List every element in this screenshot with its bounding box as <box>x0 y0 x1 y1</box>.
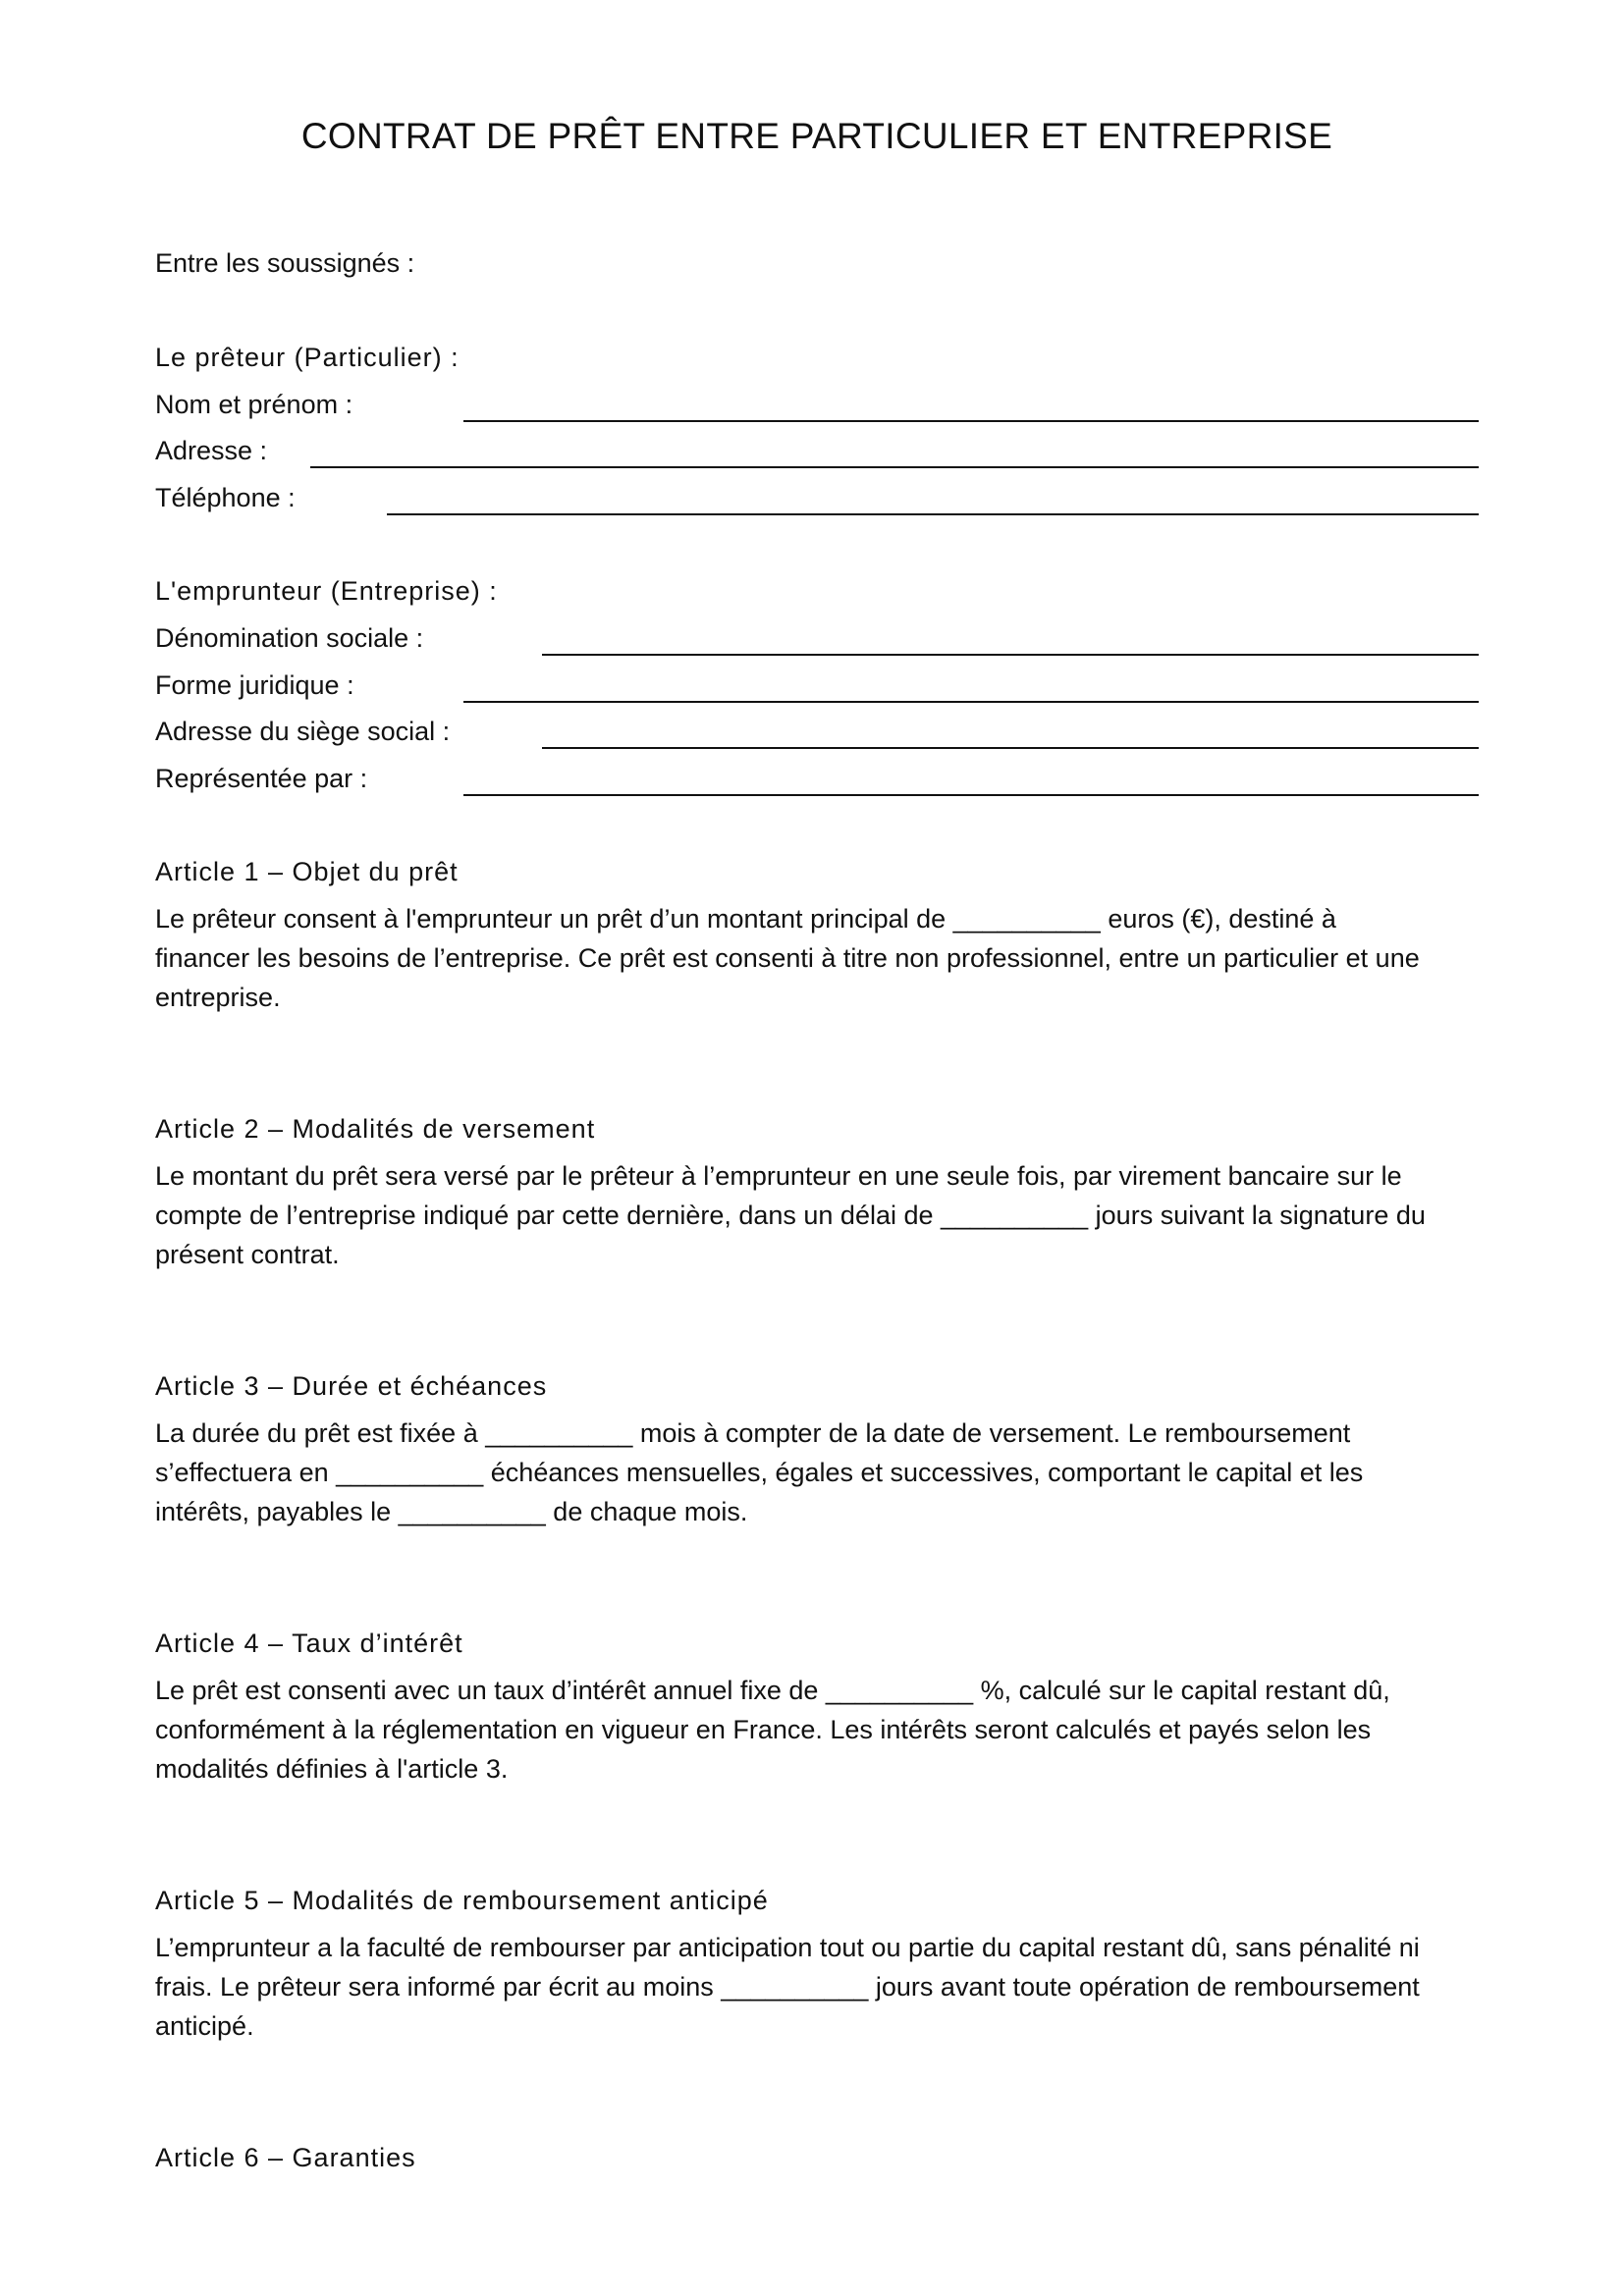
article-4-body <box>155 1671 1479 1789</box>
article-4-title: Article 4 – Taux d’intérêt <box>155 1629 463 1658</box>
borrower-head-office-blank[interactable] <box>542 747 1479 749</box>
lender-heading: Le prêteur (Particulier) : <box>155 343 460 372</box>
article-3-body <box>155 1414 1479 1531</box>
article-1-line: Le prêteur consent à l'emprunteur un prêt d’un montant principal de __________ euros (€), destiné à <box>155 904 1336 934</box>
article-1-line: financer les besoins de l’entreprise. Ce prêt est consenti à titre non professionnel, entre un particulier et une <box>155 943 1420 973</box>
article-4-line: conformément à la réglementation en vigueur en France. Les intérêts seront calculés et payés selon les <box>155 1715 1372 1744</box>
lender-name-field[interactable] <box>155 385 1479 424</box>
article-2-body <box>155 1156 1479 1274</box>
article-1-body <box>155 899 1479 1017</box>
lender-phone-blank[interactable] <box>387 513 1479 515</box>
borrower-representative-label: Représentée par : <box>155 764 368 793</box>
article-3-title: Article 3 – Durée et échéances <box>155 1371 548 1401</box>
lender-address-field[interactable] <box>155 431 1479 470</box>
borrower-company-name-label: Dénomination sociale : <box>155 623 424 653</box>
article-4-line: Le prêt est consenti avec un taux d’intérêt annuel fixe de __________ %, calculé sur le capital restant dû, <box>155 1676 1390 1705</box>
lender-address-label: Adresse : <box>155 436 268 465</box>
article-5-line: frais. Le prêteur sera informé par écrit au moins __________ jours avant toute opération de remboursement <box>155 1972 1420 2002</box>
article-5-title: Article 5 – Modalités de remboursement anticipé <box>155 1886 769 1915</box>
article-4-line: modalités définies à l'article 3. <box>155 1754 509 1784</box>
article-3-line: s’effectuera en __________ échéances mensuelles, égales et successives, comportant le capital et les <box>155 1458 1364 1487</box>
article-5-line: L’emprunteur a la faculté de rembourser par anticipation tout ou partie du capital restant dû, sans pénalité ni <box>155 1933 1420 1962</box>
borrower-company-name-field[interactable] <box>155 618 1479 658</box>
lender-phone-field[interactable] <box>155 478 1479 517</box>
article-2-title: Article 2 – Modalités de versement <box>155 1114 596 1144</box>
borrower-legal-form-label: Forme juridique : <box>155 670 354 700</box>
borrower-head-office-field[interactable] <box>155 712 1479 751</box>
article-3-line: La durée du prêt est fixée à __________ mois à compter de la date de versement. Le remboursement <box>155 1418 1351 1448</box>
lender-phone-label: Téléphone : <box>155 483 296 512</box>
document-title: CONTRAT DE PRÊT ENTRE PARTICULIER ET ENTREPRISE <box>300 116 1333 156</box>
lender-address-blank[interactable] <box>310 466 1479 468</box>
article-2-line: compte de l’entreprise indiqué par cette dernière, dans un délai de __________ jours suivant la signature du <box>155 1201 1426 1230</box>
borrower-legal-form-field[interactable] <box>155 666 1479 705</box>
intro-text: Entre les soussignés : <box>155 248 415 278</box>
borrower-company-name-blank[interactable] <box>542 654 1479 656</box>
article-2-line: Le montant du prêt sera versé par le prêteur à l’emprunteur en une seule fois, par virement bancaire sur le <box>155 1161 1402 1191</box>
article-1-line: entreprise. <box>155 983 281 1012</box>
lender-name-blank[interactable] <box>463 420 1479 422</box>
borrower-head-office-label: Adresse du siège social : <box>155 717 451 746</box>
borrower-heading: L'emprunteur (Entreprise) : <box>155 576 498 606</box>
article-5-body <box>155 1928 1479 2046</box>
borrower-representative-field[interactable] <box>155 759 1479 798</box>
borrower-representative-blank[interactable] <box>463 794 1479 796</box>
borrower-legal-form-blank[interactable] <box>463 701 1479 703</box>
article-6-title: Article 6 – Garanties <box>155 2143 416 2172</box>
article-2-line: présent contrat. <box>155 1240 340 1269</box>
article-3-line: intérêts, payables le __________ de chaque mois. <box>155 1497 748 1526</box>
article-1-title: Article 1 – Objet du prêt <box>155 857 459 886</box>
lender-name-label: Nom et prénom : <box>155 390 353 419</box>
article-5-line: anticipé. <box>155 2011 254 2041</box>
